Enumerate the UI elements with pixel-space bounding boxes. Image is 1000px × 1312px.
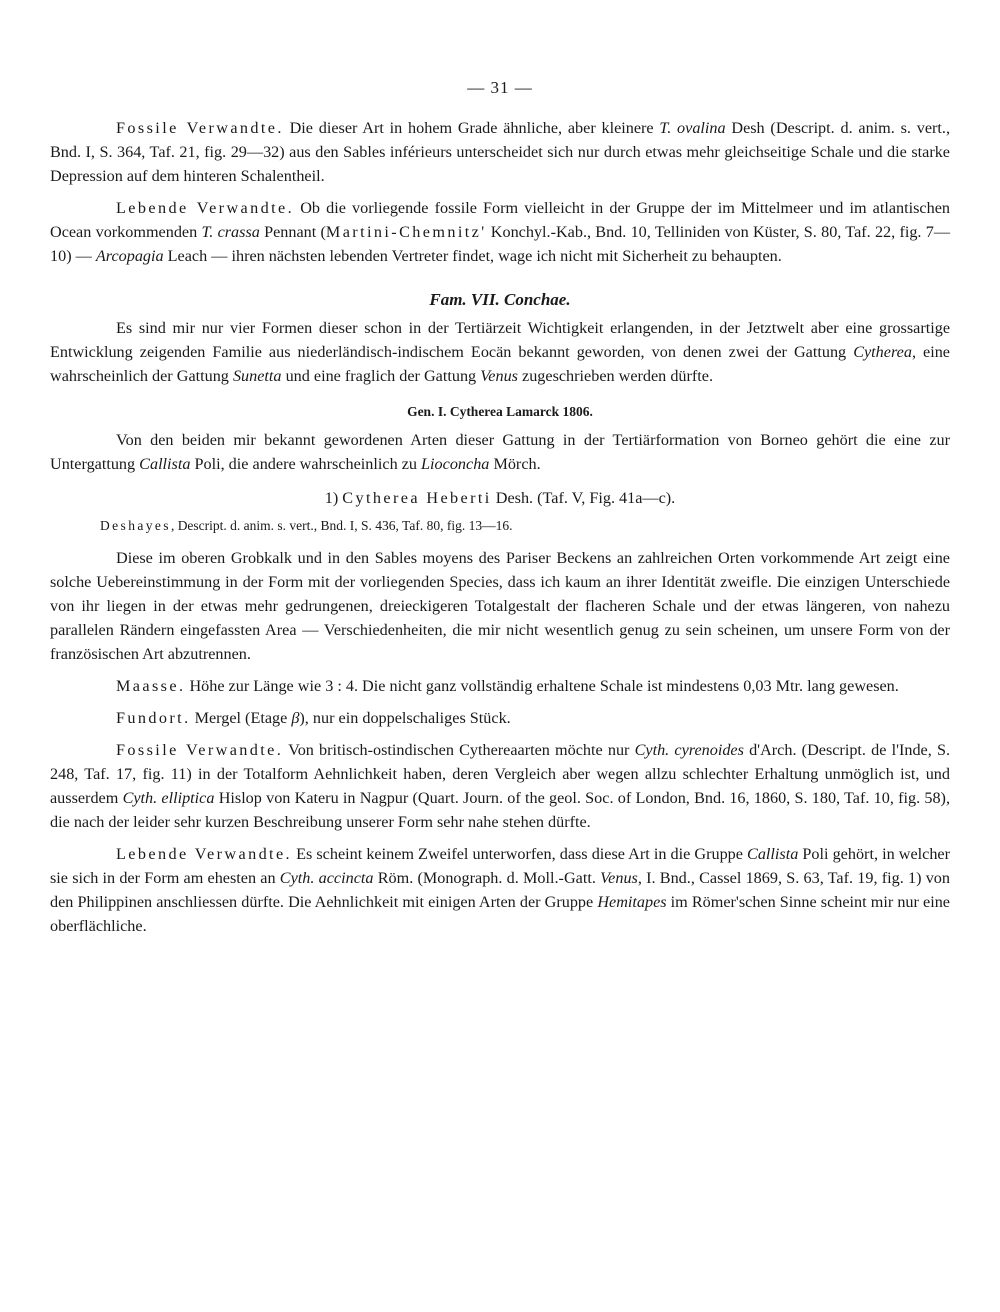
page-number: — 31 — <box>467 78 533 97</box>
genus-heading: Gen. I. Cytherea Lamarck 1806. <box>407 404 593 419</box>
taxon-name: T. ovalina <box>659 119 726 137</box>
author-name: Martini-Chemnitz' <box>325 223 487 241</box>
taxon-name: T. crassa <box>201 223 260 241</box>
text-run: Mörch. <box>489 455 541 473</box>
text-run: im Römer'schen Sinne scheint mir nur eine oberflächliche. <box>50 893 950 935</box>
text-run: Desh (Descript. d. anim. s. vert., Bnd. I, S. 364, Taf. 21, fig. 29—32) aus den Sables inférieurs unterscheidet sich nur durch etwas mehr gleichseitige Schale und die starke Depression auf dem hinteren Schalentheil. <box>50 119 950 185</box>
species-heading <box>50 486 950 510</box>
text-run: Ob die vorliegende fossile Form vielleicht in der Gruppe der im Mittelmeer und im atlantischen Ocean vorkommenden <box>50 199 950 241</box>
text-run: Von britisch-ostindischen Cythereaarten möchte nur <box>283 741 635 759</box>
taxon-name: Callista <box>139 455 191 473</box>
text-run: , eine wahrscheinlich der Gattung <box>50 343 950 385</box>
section-label: Fundort. <box>116 709 191 727</box>
paragraph-lebende-verwandte-2 <box>50 842 950 938</box>
text-run: Es sind mir nur vier Formen dieser schon in der Tertiärzeit Wichtigkeit erlangenden, in der Jetztwelt aber eine grossartige Entwicklung zeigenden Familie aus niederländisch-indischem Eocän bekannt geworden, von denen zwei der Gattung <box>50 319 950 361</box>
paragraph-lebende-verwandte-1 <box>50 196 950 268</box>
text-run: Poli, die andere wahrscheinlich zu <box>190 455 422 473</box>
family-heading: Fam. VII. Conchae. <box>429 290 571 309</box>
text-run: zugeschrieben werden dürfte. <box>517 367 714 385</box>
text-run: Es scheint keinem Zweifel unterworfen, dass diese Art in die Gruppe <box>292 845 748 863</box>
reference-author: Deshayes <box>100 518 171 533</box>
taxon-name: Arcopagia <box>95 247 164 265</box>
text-run: Von den beiden mir bekannt gewordenen Arten dieser Gattung in der Tertiärformation von Borneo gehört die eine zur Untergattung <box>50 431 950 473</box>
paragraph-fossile-verwandte-1 <box>50 116 950 188</box>
taxon-name: Sunetta <box>232 367 282 385</box>
section-label: Lebende Verwandte. <box>116 199 295 217</box>
taxon-name: Hemitapes <box>597 893 667 911</box>
paragraph-conchae-intro <box>50 316 950 388</box>
taxon-name: Cyth. cyrenoides <box>634 741 744 759</box>
taxon-name: Cyth. elliptica <box>122 789 215 807</box>
taxon-name: Venus <box>480 367 518 385</box>
text-run: Mergel (Etage <box>190 709 292 727</box>
section-label: Fossile Verwandte. <box>116 119 284 137</box>
text-run: Die dieser Art in hohem Grade ähnliche, aber kleinere <box>283 119 660 137</box>
paragraph-fossile-verwandte-2 <box>50 738 950 834</box>
text-run: Diese im oberen Grobkalk und in den Sables moyens des Pariser Beckens an zahlreichen Orten vorkommende Art zeigt eine solche Uebereinstimmung in der Form mit der vorliegenden Species, dass ich kaum an ihrer Identität zweifle. Die einzigen Unterschiede von ihr liegen in der etwas mehr gedrungenen, dreieckigeren Totalgestalt der flacheren Schale und der etwas längeren, von nahezu parallelen Rändern eingefassten Area — Verschiedenheiten, die mir nicht wesentlich genug zu sein scheinen, um unsere Form von der französischen Art abzutrennen. <box>50 549 950 663</box>
etage-symbol: β <box>291 709 300 727</box>
paragraph-cytherea-intro <box>50 428 950 476</box>
body-text <box>50 116 950 938</box>
text-run: d'Arch. (Descript. de l'Inde, S. 248, Taf. 17, fig. 11) in der Totalform Aehnlichkeit haben, deren Vergleich aber wegen allzu schlechter Erhaltung unmöglich ist, und ausserdem <box>50 741 951 807</box>
section-label: Maasse. <box>116 677 186 695</box>
taxon-name: Cytherea <box>853 343 912 361</box>
text-run: Pennant ( <box>259 223 326 241</box>
text-run: Röm. (Monograph. d. Moll.-Gatt. <box>373 869 601 887</box>
section-label: Fossile Verwandte. <box>116 741 284 759</box>
taxon-name: Cyth. accincta <box>279 869 374 887</box>
species-number: 1) <box>324 489 343 507</box>
text-run: Leach — ihren nächsten lebenden Vertreter findet, wage ich nicht mit Sicherheit zu behaupten. <box>163 247 782 265</box>
species-reference <box>50 514 950 538</box>
species-citation: Desh. (Taf. V, Fig. 41a—c). <box>491 489 676 507</box>
text-run: und eine fraglich der Gattung <box>281 367 481 385</box>
text-run: Höhe zur Länge wie 3 : 4. Die nicht ganz vollständig erhaltene Schale ist mindestens 0,03 Mtr. lang gewesen. <box>185 677 899 695</box>
text-run: Hislop von Kateru in Nagpur (Quart. Journ. of the geol. Soc. of London, Bnd. 16, 1860, S. 180, Taf. 10, fig. 58), die nach der leider sehr kurzen Beschreibung unserer Form sehr nahe stehen dürfte. <box>50 789 950 831</box>
section-label: Lebende Verwandte. <box>116 845 292 863</box>
paragraph-maasse <box>50 674 950 698</box>
text-run: , I. Bnd., Cassel 1869, S. 63, Taf. 19, fig. 1) von den Philippinen anschliessen dürfte. Die Aehnlichkeit mit einigen Arten der Gruppe <box>50 869 950 911</box>
taxon-name: Callista <box>747 845 799 863</box>
species-name: Cytherea Heberti <box>342 489 492 507</box>
taxon-name: Venus <box>600 869 638 887</box>
taxon-name: Lioconcha <box>421 455 490 473</box>
text-run: Poli gehört, in welcher sie sich in der Form am ehesten an <box>50 845 950 887</box>
paragraph-fundort <box>50 706 950 730</box>
reference-text: , Descript. d. anim. s. vert., Bnd. I, S. 436, Taf. 80, fig. 13—16. <box>170 518 513 533</box>
text-run: ), nur ein doppelschaliges Stück. <box>299 709 511 727</box>
paragraph-species-description <box>50 546 950 666</box>
text-run: Konchyl.-Kab., Bnd. 10, Telliniden von Küster, S. 80, Taf. 22, fig. 7—10) — <box>50 223 951 265</box>
